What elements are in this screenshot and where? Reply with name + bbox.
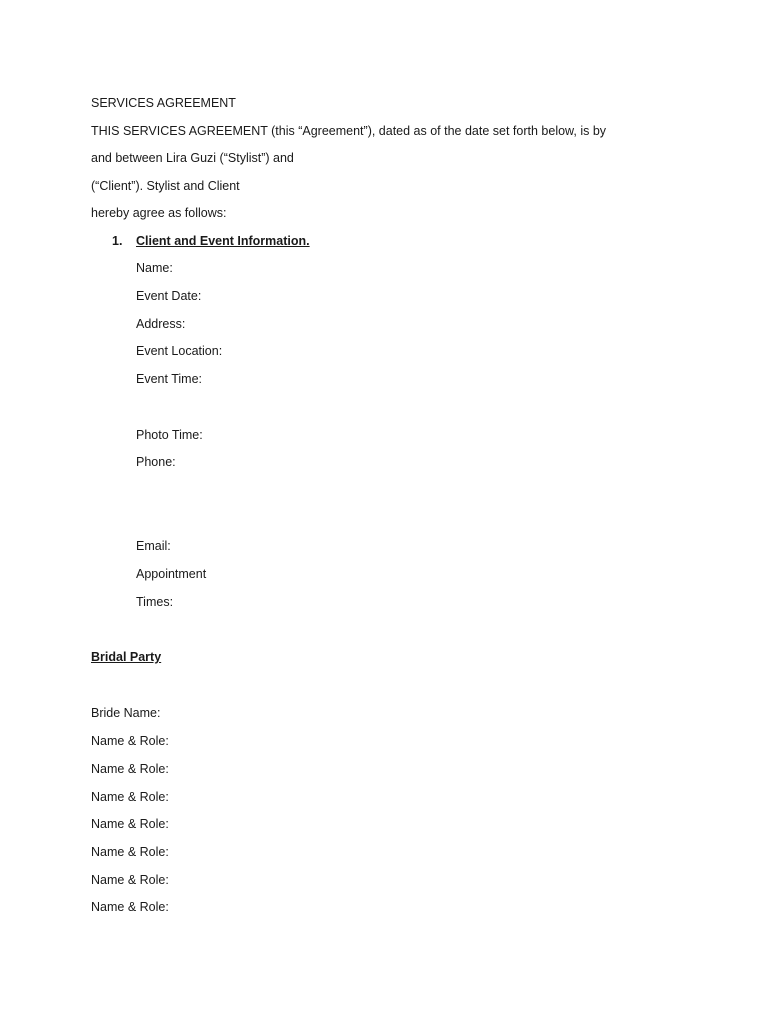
intro-line-3: (“Client”). Stylist and Client [91,179,240,193]
field-name-role: Name & Role: [91,817,169,831]
field-name-role: Name & Role: [91,790,169,804]
field-bride-name: Bride Name: [91,706,161,720]
field-photo-time: Photo Time: [136,428,203,442]
field-event-date: Event Date: [136,289,202,303]
intro-line-4: hereby agree as follows: [91,206,227,220]
section-heading-client-event: Client and Event Information. [136,234,310,248]
field-appointment: Appointment [136,567,207,581]
bridal-party-heading: Bridal Party [91,650,162,664]
field-name: Name: [136,261,173,275]
field-name-role: Name & Role: [91,762,169,776]
field-name-role: Name & Role: [91,845,169,859]
field-event-location: Event Location: [136,344,223,358]
field-name-role: Name & Role: [91,900,169,914]
field-address: Address: [136,317,186,331]
field-times: Times: [136,595,174,609]
field-event-time: Event Time: [136,372,202,386]
field-name-role: Name & Role: [91,873,169,887]
field-phone: Phone: [136,455,176,469]
intro-line-1: THIS SERVICES AGREEMENT (this “Agreement”), dated as of the date set forth below, is by [91,124,607,138]
field-email: Email: [136,539,171,553]
intro-line-2: and between Lira Guzi (“Stylist”) and [91,151,294,165]
document-title: SERVICES AGREEMENT [91,96,236,110]
field-name-role: Name & Role: [91,734,169,748]
section-number: 1. [112,234,123,248]
